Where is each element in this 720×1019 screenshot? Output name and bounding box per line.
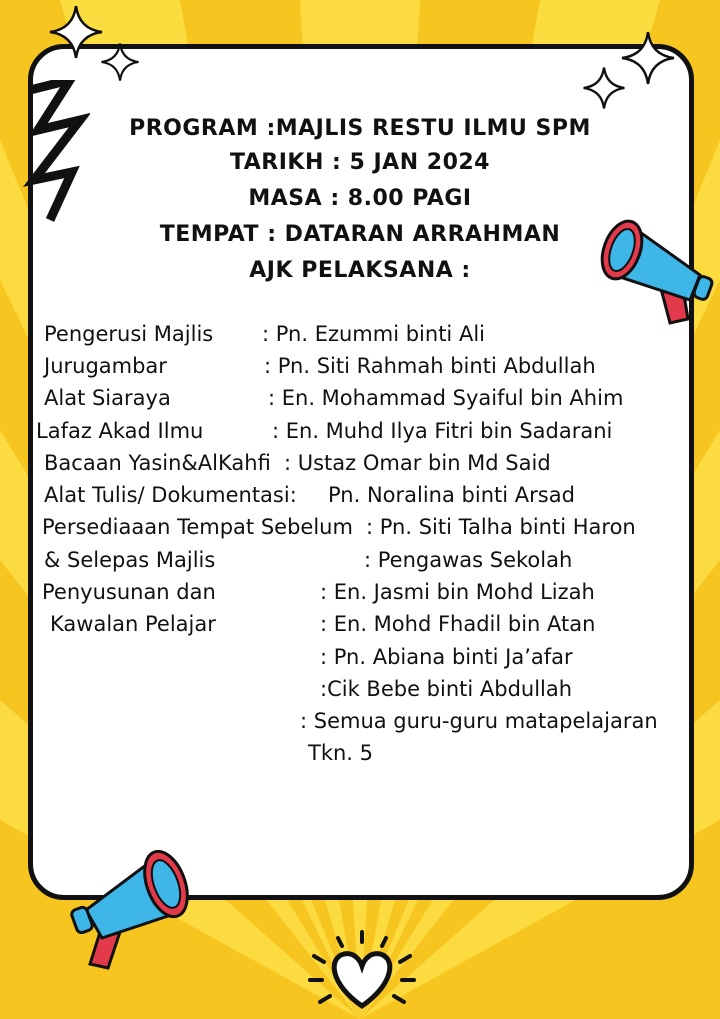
committee-heading: AJK PELAKSANA :: [249, 258, 471, 283]
role-label: Alat Tulis/ Dokumentasi:: [44, 483, 297, 507]
person-name: :Cik Bebe binti Abdullah: [320, 677, 573, 701]
role-label: Lafaz Akad Ilmu: [36, 419, 204, 443]
sparkle-icon: [100, 42, 140, 82]
person-name: : Semua guru-guru matapelajaran: [300, 709, 658, 733]
role-label: & Selepas Majlis: [44, 548, 216, 572]
sparkle-icon: [620, 30, 676, 86]
heart-icon: [300, 928, 424, 1016]
person-name: : Pn. Siti Rahmah binti Abdullah: [264, 354, 596, 378]
program-title: PROGRAM :MAJLIS RESTU ILMU SPM: [129, 116, 591, 141]
role-label: Bacaan Yasin&AlKahfi: [44, 451, 271, 475]
role-label: Kawalan Pelajar: [50, 612, 216, 636]
event-date: TARIKH : 5 JAN 2024: [229, 150, 490, 175]
person-name: : En. Mohd Fhadil bin Atan: [320, 612, 596, 636]
event-venue: TEMPAT : DATARAN ARRAHMAN: [159, 222, 561, 247]
person-name: Pn. Noralina binti Arsad: [328, 483, 575, 507]
person-name: : En. Muhd Ilya Fitri bin Sadarani: [272, 419, 613, 443]
role-label: Persediaaan Tempat Sebelum: [42, 515, 353, 539]
role-label: Alat Siaraya: [44, 386, 171, 410]
person-name: : Pengawas Sekolah: [364, 548, 573, 572]
megaphone-icon: [62, 838, 192, 978]
person-name: : En. Mohammad Syaiful bin Ahim: [268, 386, 624, 410]
event-time: MASA : 8.00 PAGI: [248, 186, 472, 211]
person-name: : Pn. Siti Talha binti Haron: [366, 515, 636, 539]
role-label: Pengerusi Majlis: [44, 322, 214, 346]
sparkle-icon: [582, 66, 626, 110]
person-name: : Ustaz Omar bin Md Said: [284, 451, 551, 475]
sparkle-icon: [48, 4, 104, 60]
role-label: Penyusunan dan: [42, 580, 216, 604]
person-name: : Pn. Ezummi binti Ali: [262, 322, 485, 346]
person-name: : En. Jasmi bin Mohd Lizah: [320, 580, 595, 604]
person-name: : Pn. Abiana binti Ja’afar: [320, 645, 573, 669]
person-name: Tkn. 5: [308, 741, 374, 765]
role-label: Jurugambar: [44, 354, 167, 378]
